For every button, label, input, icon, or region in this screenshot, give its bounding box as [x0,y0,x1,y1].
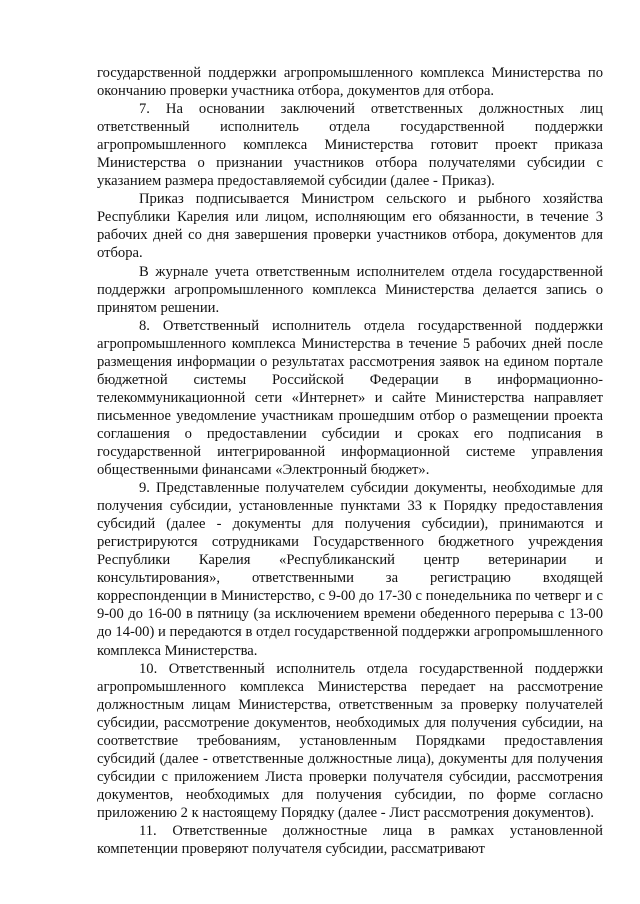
paragraph-item-7: 7. На основании заключений ответственных должностных лиц ответственный исполнитель отдела государственной поддержки агропромышленного комплекса Министерства готовит проект приказа Министерства о признании участников отбора получателями субсидии с указанием размера предоставляемой субсидии (далее - Приказ). [97,101,603,190]
paragraph-item-10: 10. Ответственный исполнитель отдела государственной поддержки агропромышленного комплекса Министерства передает на рассмотрение должностным лицам Министерства, ответственным за проверку получателей субсидии, рассмотрение документов, необходимых для получения субсидии, на соответствие требованиям, установленным Порядками предоставления субсидий (далее - ответственные должностные лица), документы для получения субсидии с приложением Листа проверки получателя субсидии, рассмотрения документов, необходимых для получения субсидии, по форме согласно приложению 2 к настоящему Порядку (далее - Лист рассмотрения документов). [97,660,603,821]
paragraph-journal-record: В журнале учета ответственным исполнителем отдела государственной поддержки агропромышленного комплекса Министерства делается запись о принятом решении. [97,263,603,316]
paragraph-item-8: 8. Ответственный исполнитель отдела государственной поддержки агропромышленного комплекса Министерства в течение 5 рабочих дней после размещения информации о результатах рассмотрения заявок на едином портале бюджетной системы Российской Федерации в информационно-телекоммуникационной сети «Интернет» и сайте Министерства направляет письменное уведомление участникам прошедшим отбор о размещении проекта соглашения о предоставлении субсидии и сроках его подписания в государственной интегрированной информационной системе управления общественными финансами «Электронный бюджет». [97,317,603,479]
paragraph-item-9: 9. Представленные получателем субсидии документы, необходимые для получения субсидии, установленные пунктами 33 к Порядку предоставления субсидий (далее - документы для получения субсидии), принимаются и регистрируются сотрудниками Государственного бюджетного учреждения Республики Карелия «Республиканский центр ветеринарии и консультирования», ответственными за регистрацию входящей корреспонденции в Министерство, с 9-00 до 17-30 с понедельника по четверг и с 9-00 до 16-00 в пятницу (за исключением времени обеденного перерыва с 13-00 до 14-00) и передаются в отдел государственной поддержки агропромышленного комплекса Министерства. [97,480,603,659]
paragraph-continuation: государственной поддержки агропромышленного комплекса Министерства по окончанию проверки участника отбора, документов для отбора. [97,65,603,100]
document-page [97,64,603,858]
paragraph-item-11: 11. Ответственные должностные лица в рамках установленной компетенции проверяют получателя субсидии, рассматривают [97,822,603,858]
paragraph-order-signing: Приказ подписывается Министром сельского и рыбного хозяйства Республики Карелия или лицом, исполняющим его обязанности, в течение 3 рабочих дней со дня завершения проверки участников отбора, документов для отбора. [97,191,603,262]
